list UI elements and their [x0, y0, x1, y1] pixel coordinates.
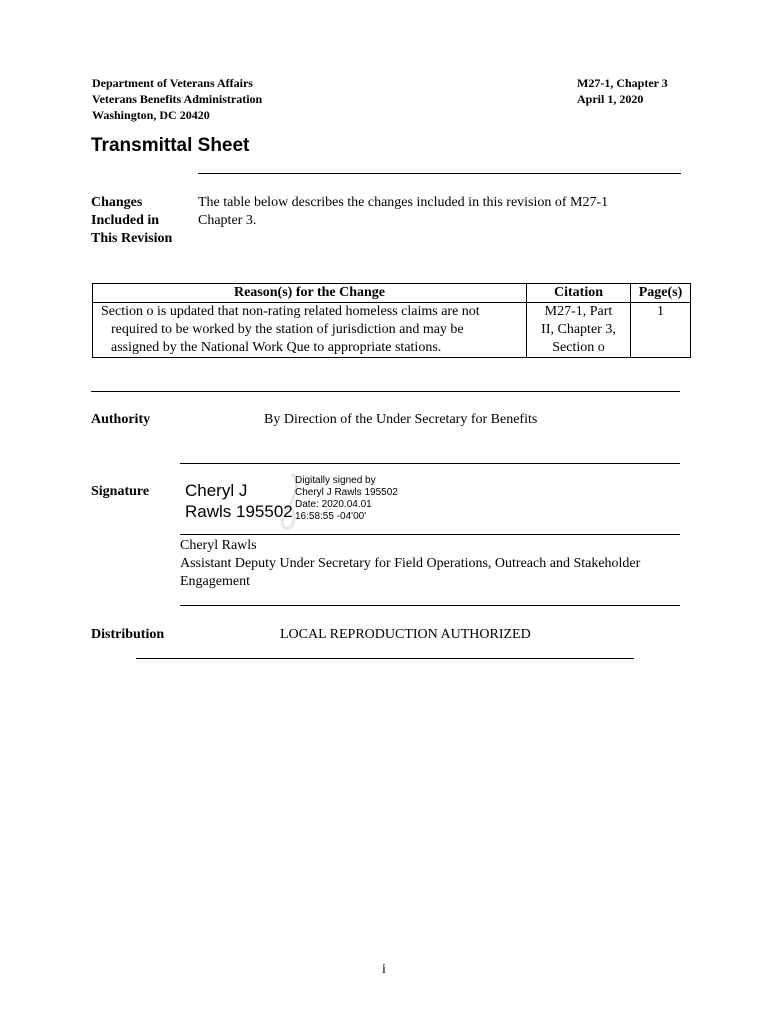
header-citation: Citation — [527, 284, 631, 303]
section-rule — [91, 391, 680, 392]
signer-name: Cheryl Rawls — [180, 538, 257, 553]
changes-description — [198, 194, 608, 230]
title-rule — [198, 173, 681, 174]
changes-table — [92, 283, 691, 358]
signer-position-line: Assistant Deputy Under Secretary for Field Operations, Outreach and Stakeholder — [180, 556, 641, 571]
citation-line: II, Chapter 3, — [541, 322, 616, 337]
distribution-text: LOCAL REPRODUCTION AUTHORIZED — [280, 627, 531, 642]
reason-line: assigned by the National Work Que to appropriate stations. — [111, 340, 442, 355]
reason-line: required to be worked by the station of jurisdiction and may be — [111, 322, 464, 337]
changes-label-line: Included in — [91, 213, 160, 228]
changes-label — [91, 194, 172, 248]
citation-line: Section o — [552, 340, 605, 355]
digital-signature-line: Cheryl J Rawls 195502 — [295, 487, 398, 498]
distribution-label: Distribution — [91, 627, 165, 642]
page-number: i — [382, 962, 386, 977]
signer-display-name — [185, 480, 293, 522]
table-header-row — [93, 284, 691, 303]
signature-label: Signature — [91, 484, 150, 499]
digital-signature-line: 16:58:55 -04'00' — [295, 511, 367, 522]
header-right — [577, 75, 668, 107]
signer-block — [180, 537, 640, 591]
header-left — [92, 75, 262, 123]
page-title: Transmittal Sheet — [91, 135, 250, 156]
digital-signature-line: Date: 2020.04.01 — [295, 499, 372, 510]
signer-position-line: Engagement — [180, 574, 250, 589]
signer-block-rule — [180, 605, 680, 606]
authority-text: By Direction of the Under Secretary for Benefits — [264, 412, 538, 427]
signer-display-line: Rawls 195502 — [185, 502, 293, 521]
header-pages: Page(s) — [631, 284, 691, 303]
reason-line: Section o is updated that non-rating related homeless claims are not — [101, 304, 480, 319]
header-date: April 1, 2020 — [577, 92, 644, 106]
signature-bottom-rule — [180, 534, 680, 535]
cell-citation — [527, 303, 631, 358]
header-reason: Reason(s) for the Change — [93, 284, 527, 303]
changes-description-line: The table below describes the changes included in this revision of M27-1 — [198, 195, 609, 210]
header-location: Washington, DC 20420 — [92, 108, 210, 122]
changes-label-line: Changes — [91, 195, 143, 210]
header-manual-chapter: M27-1, Chapter 3 — [577, 76, 668, 90]
cell-reason — [93, 303, 527, 358]
changes-label-line: This Revision — [91, 231, 173, 246]
table-row — [93, 303, 691, 358]
header-department: Department of Veterans Affairs — [92, 76, 253, 90]
digital-signature-line: Digitally signed by — [295, 475, 376, 486]
cell-pages: 1 — [631, 303, 691, 358]
authority-label: Authority — [91, 412, 151, 427]
signature-top-rule — [180, 463, 680, 464]
signer-display-line: Cheryl J — [185, 481, 248, 500]
header-administration: Veterans Benefits Administration — [92, 92, 263, 106]
digital-signature-details — [295, 475, 398, 523]
citation-line: M27-1, Part — [544, 304, 613, 319]
distribution-rule — [136, 658, 634, 659]
changes-description-line: Chapter 3. — [198, 213, 257, 228]
